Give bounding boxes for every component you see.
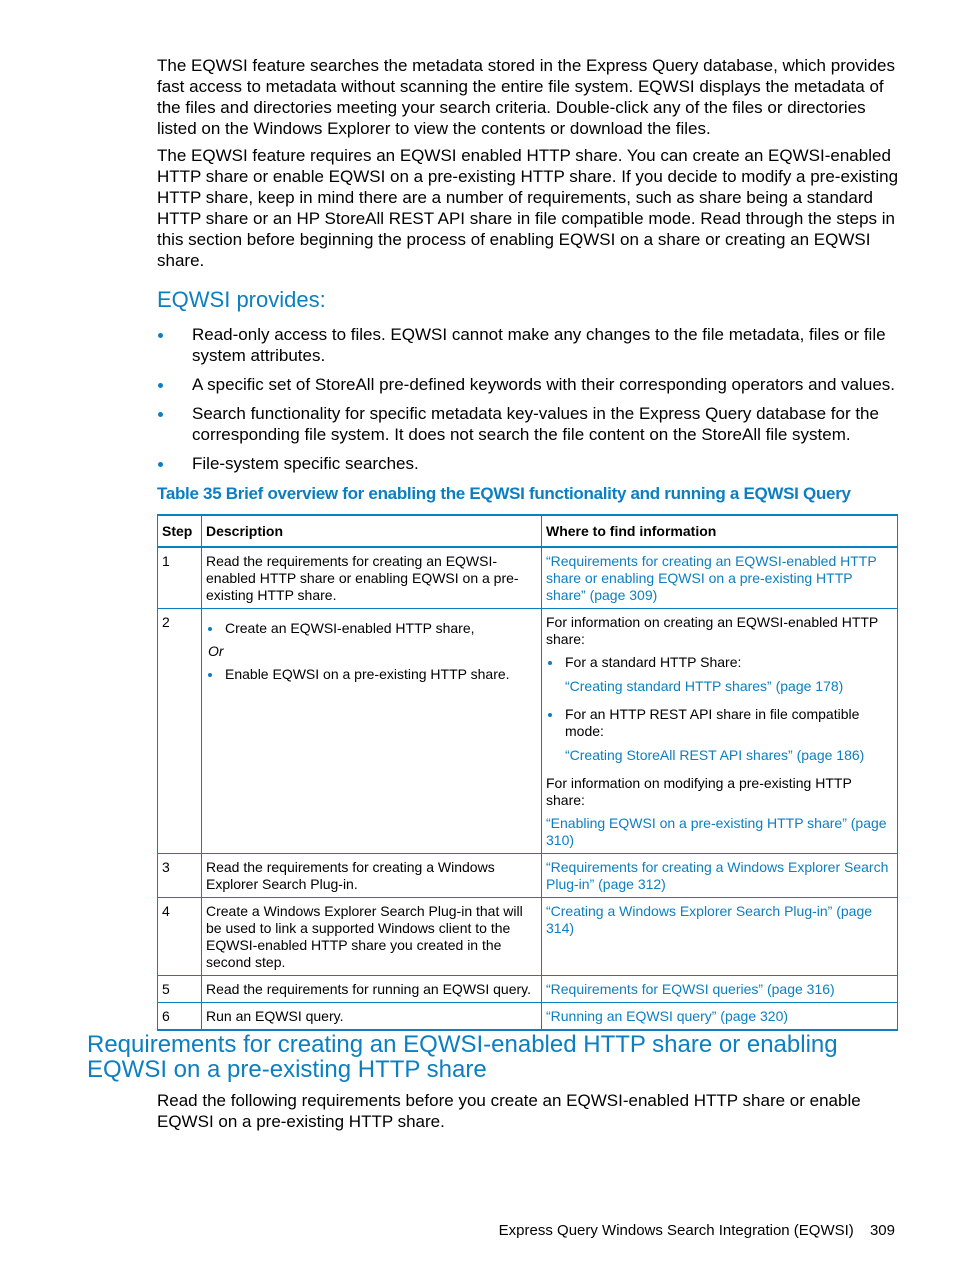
step-description: Read the requirements for running an EQWSI query. [202,976,542,1003]
info-link[interactable]: “Creating standard HTTP shares” (page 178) [565,678,844,694]
provides-list [157,324,902,482]
list-item: A specific set of StoreAll pre-defined keywords with their corresponding operators and values. [157,374,902,395]
list-item: File-system specific searches. [157,453,902,474]
step-number: 3 [158,854,202,898]
step-number: 2 [158,609,202,854]
list-item: For an HTTP REST API share in file compatible mode: [546,706,893,740]
requirements-paragraph: Read the following requirements before you create an EQWSI-enabled HTTP share or enable EQWSI on a pre-existing HTTP share. [157,1091,861,1131]
info-cell [542,609,898,854]
info-link[interactable]: “Enabling EQWSI on a pre-existing HTTP share” (page 310) [546,815,887,848]
intro-paragraph-1: The EQWSI feature searches the metadata stored in the Express Query database, which provides fast access to metadata without scanning the entire file system. EQWSI displays the metadata of the files and directories meeting your search criteria. Double-click any of the files or directories listed on the Windows Explorer to view the contents or download the files. [157,56,895,138]
step-description: Read the requirements for creating a Windows Explorer Search Plug-in. [202,854,542,898]
table-row [158,976,898,1003]
step-options-list [206,620,537,637]
step-description: Create a Windows Explorer Search Plug-in that will be used to link a supported Windows client to the EQWSI-enabled HTTP share you created in the second step. [202,898,542,976]
info-link[interactable]: “Running an EQWSI query” (page 320) [542,1003,898,1031]
table-row [158,547,898,609]
intro-paragraph-2: The EQWSI feature requires an EQWSI enabled HTTP share. You can create an EQWSI-enabled HTTP share or enable EQWSI on a pre-existing HTTP share. If you decide to modify a pre-existing HTTP share, keep in mind there are a number of requirements, such as share being a standard HTTP share or an HP StoreAll REST API share in file compatible mode. Read through the steps in this section before beginning the process of enabling EQWSI on a share or creating an EQWSI share. [157,146,899,270]
info-intro: For information on creating an EQWSI-enabled HTTP share: [546,614,879,647]
spacer [546,764,893,775]
step-options-list [206,666,537,683]
table-header-row [158,515,898,547]
section-heading: Requirements for creating an EQWSI-enabled HTTP share or enabling EQWSI on a pre-existing HTTP share [87,1031,838,1083]
step-description: Run an EQWSI query. [202,1003,542,1031]
step-number: 1 [158,547,202,609]
overview-table [157,514,898,1031]
info-link[interactable]: “Requirements for EQWSI queries” (page 316) [542,976,898,1003]
list-item: For a standard HTTP Share: [546,654,893,671]
provides-heading: EQWSI provides: [157,287,326,312]
footer-title: Express Query Windows Search Integration (EQWSI) [498,1222,854,1239]
step-description: Read the requirements for creating an EQWSI-enabled HTTP share or enabling EQWSI on a pre-existing HTTP share. [202,547,542,609]
step-number: 4 [158,898,202,976]
info-list [546,706,893,740]
step-description [202,609,542,854]
page-number: 309 [869,1222,895,1239]
info-list [546,654,893,671]
list-item: Create an EQWSI-enabled HTTP share, [206,620,537,637]
info-link[interactable]: “Requirements for creating a Windows Explorer Search Plug-in” (page 312) [542,854,898,898]
list-item: Enable EQWSI on a pre-existing HTTP share. [206,666,537,683]
page-footer [499,1222,895,1239]
info-modify: For information on modifying a pre-existing HTTP share: [546,775,852,808]
table-row [158,609,898,854]
table-row [158,898,898,976]
table-caption: Table 35 Brief overview for enabling the EQWSI functionality and running a EQWSI Query [157,484,851,503]
list-item: Read-only access to files. EQWSI cannot make any changes to the file metadata, files or file system attributes. [157,324,902,366]
info-link[interactable]: “Creating a Windows Explorer Search Plug-in” (page 314) [542,898,898,976]
step-number: 5 [158,976,202,1003]
step-number: 6 [158,1003,202,1031]
list-item: Search functionality for specific metadata key-values in the Express Query database for the corresponding file system. It does not search the file content on the StoreAll file system. [157,403,902,445]
info-link[interactable]: “Requirements for creating an EQWSI-enabled HTTP share or enabling EQWSI on a pre-existing HTTP share” (page 309) [542,547,898,609]
header-step: Step [158,515,202,547]
header-description: Description [202,515,542,547]
table-row [158,1003,898,1031]
table-row [158,854,898,898]
info-link[interactable]: “Creating StoreAll REST API shares” (page 186) [565,747,865,763]
header-where-to-find: Where to find information [542,515,898,547]
or-text: Or [208,643,224,659]
